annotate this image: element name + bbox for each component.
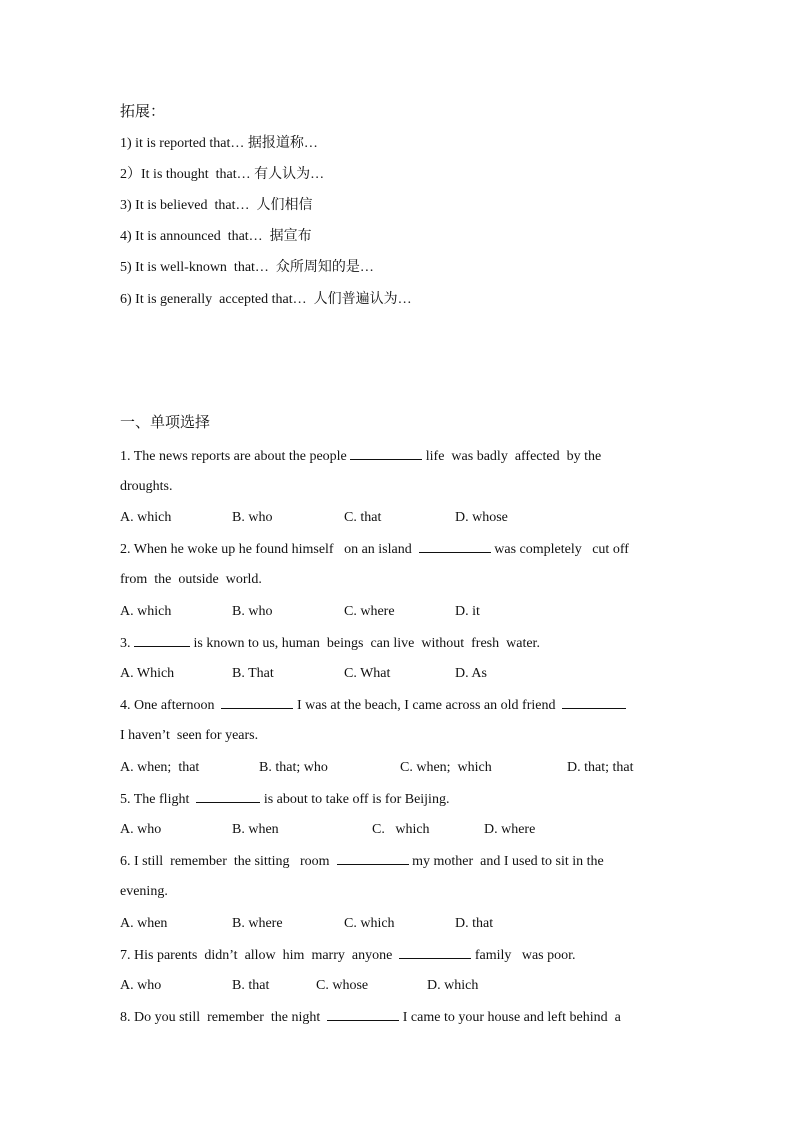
question-2-text-after: was completely cut off bbox=[490, 542, 629, 557]
expansion-item-3: 3) It is believed that… 人们相信 bbox=[120, 198, 313, 213]
question-4-text-before: 4. One afternoon bbox=[120, 698, 222, 713]
answer-blank bbox=[399, 946, 471, 959]
question-4-option-c: C. when; which bbox=[400, 760, 492, 775]
answer-blank bbox=[221, 696, 293, 709]
question-7-option-a: A. who bbox=[120, 978, 162, 993]
answer-blank bbox=[562, 696, 626, 709]
question-2-option-a: A. which bbox=[120, 604, 172, 619]
question-2 bbox=[120, 540, 629, 559]
question-5-option-b: B. when bbox=[232, 822, 279, 837]
question-6-option-c: C. which bbox=[344, 916, 395, 931]
question-3-text-after: is known to us, human beings can live without fresh water. bbox=[190, 636, 540, 651]
question-4 bbox=[120, 696, 626, 715]
question-2-option-c: C. where bbox=[344, 604, 395, 619]
question-1-option-d: D. whose bbox=[455, 510, 508, 525]
question-2-text-before: 2. When he woke up he found himself on an island bbox=[120, 542, 419, 557]
question-1-option-b: B. who bbox=[232, 510, 273, 525]
question-2-option-b: B. who bbox=[232, 604, 273, 619]
answer-blank bbox=[134, 634, 190, 647]
question-7-option-c: C. whose bbox=[316, 978, 369, 993]
question-3 bbox=[120, 634, 540, 653]
question-4-option-d: D. that; that bbox=[567, 760, 634, 775]
question-8-text-after: I came to your house and left behind a bbox=[399, 1010, 621, 1025]
question-1-text-before: 1. The news reports are about the people bbox=[120, 449, 351, 464]
question-6-option-d: D. that bbox=[455, 916, 494, 931]
expansion-item-6: 6) It is generally accepted that… 人们普遍认为… bbox=[120, 292, 412, 307]
question-1-option-c: C. that bbox=[344, 510, 382, 525]
question-7 bbox=[120, 946, 576, 965]
question-1-continuation: droughts. bbox=[120, 479, 173, 494]
expansion-item-2: 2）It is thought that… 有人认为… bbox=[120, 167, 325, 182]
question-5-option-c: C. which bbox=[372, 822, 430, 837]
question-4-continuation: I haven’t seen for years. bbox=[120, 728, 259, 743]
section-title: 一、单项选择 bbox=[120, 415, 211, 431]
expansion-title: 拓展： bbox=[120, 104, 166, 120]
question-7-option-b: B. that bbox=[232, 978, 270, 993]
expansion-item-1: 1) it is reported that… 据报道称… bbox=[120, 136, 318, 151]
question-2-option-d: D. it bbox=[455, 604, 480, 619]
question-5-option-a: A. who bbox=[120, 822, 162, 837]
question-8 bbox=[120, 1008, 621, 1027]
question-8-text-before: 8. Do you still remember the night bbox=[120, 1010, 328, 1025]
question-3-option-b: B. That bbox=[232, 666, 274, 681]
answer-blank bbox=[337, 852, 409, 865]
answer-blank bbox=[327, 1008, 399, 1021]
question-6-text-before: 6. I still remember the sitting room bbox=[120, 854, 337, 869]
expansion-item-4: 4) It is announced that… 据宣布 bbox=[120, 229, 312, 244]
question-3-option-d: D. As bbox=[455, 666, 487, 681]
question-5 bbox=[120, 790, 449, 809]
question-5-text-before: 5. The flight bbox=[120, 792, 197, 807]
question-6 bbox=[120, 852, 604, 871]
question-4-option-b: B. that; who bbox=[259, 760, 328, 775]
question-1-option-a: A. which bbox=[120, 510, 172, 525]
question-4-option-a: A. when; that bbox=[120, 760, 200, 775]
question-3-option-a: A. Which bbox=[120, 666, 175, 681]
question-7-text-before: 7. His parents didn’t allow him marry anyone bbox=[120, 948, 400, 963]
question-1-text-after: life was badly affected by the bbox=[422, 449, 602, 464]
question-7-text-after: family was poor. bbox=[471, 948, 576, 963]
question-3-text-before: 3. bbox=[120, 636, 134, 651]
answer-blank bbox=[196, 790, 260, 803]
answer-blank bbox=[419, 540, 491, 553]
question-4-text-mid: I was at the beach, I came across an old friend bbox=[293, 698, 563, 713]
question-7-option-d: D. which bbox=[427, 978, 479, 993]
expansion-item-5: 5) It is well-known that… 众所周知的是… bbox=[120, 260, 374, 275]
answer-blank bbox=[350, 447, 422, 460]
question-5-text-after: is about to take off is for Beijing. bbox=[260, 792, 450, 807]
question-2-continuation: from the outside world. bbox=[120, 572, 262, 587]
question-5-option-d: D. where bbox=[484, 822, 536, 837]
question-6-continuation: evening. bbox=[120, 884, 168, 899]
question-6-option-b: B. where bbox=[232, 916, 283, 931]
question-3-option-c: C. What bbox=[344, 666, 391, 681]
question-6-text-after: my mother and I used to sit in the bbox=[408, 854, 604, 869]
question-1 bbox=[120, 447, 601, 466]
question-6-option-a: A. when bbox=[120, 916, 168, 931]
